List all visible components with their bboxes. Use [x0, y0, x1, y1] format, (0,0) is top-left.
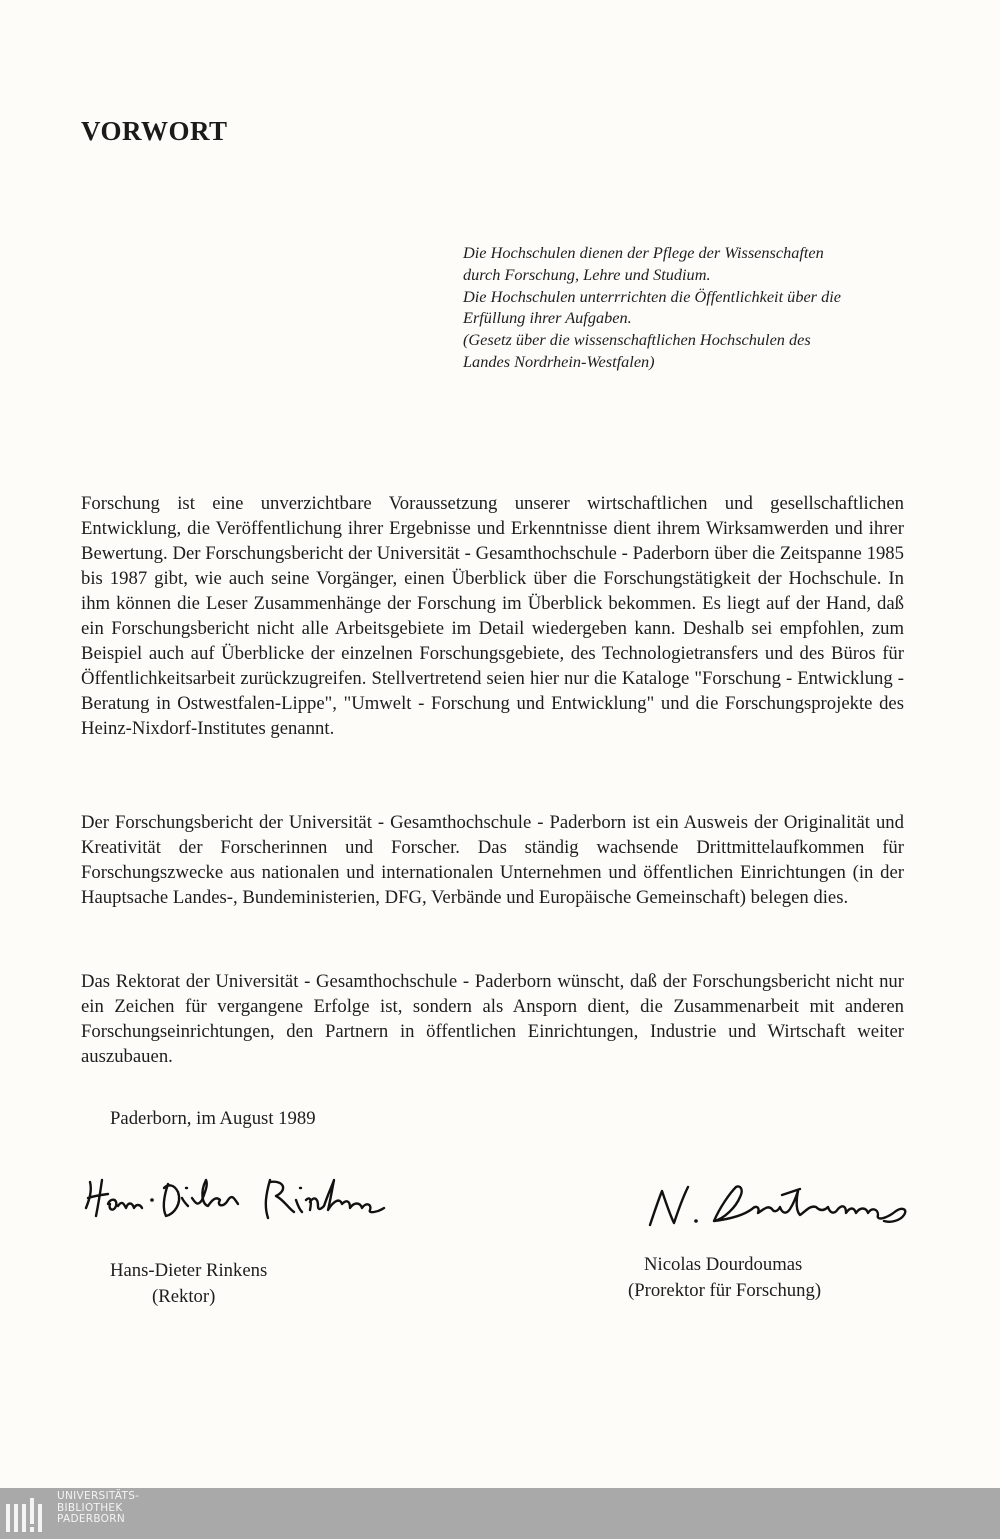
signer-name: Nicolas Dourdoumas	[644, 1254, 803, 1275]
signer-role: (Rektor)	[152, 1286, 216, 1307]
place-and-date: Paderborn, im August 1989	[110, 1108, 316, 1129]
body-paragraph-1: Forschung ist eine unverzichtbare Voraussetzung unserer wirtschaftlichen und gesellschaftlichen Entwicklung, die Veröffentlichung ihrer Ergebnisse und Erkenntnisse dient ihrem Wirksamwerden und ihrer Bewertung. Der Forschungsbericht der Universität - Gesamthochschule - Paderborn über die Zeitspanne 1985 bis 1987 gibt, wie auch seine Vorgänger, einen Überblick über die Forschungstätigkeit der Hochschule. In ihm können die Leser Zusammenhänge der Forschung im Überblick bekommen. Es liegt auf der Hand, daß ein Forschungsbericht nicht alle Arbeitsgebiete im Detail wiedergeben kann. Deshalb sei empfohlen, zum Beispiel auch auf Überblicke der einzelnen Forschungsgebiete, des Technologietransfers und des Büros für Öffentlichkeitsarbeit zurückzugreifen. Stellvertretend seien hier nur die Kataloge "Forschung - Entwicklung - Beratung in Ostwestfalen-Lippe", "Umwelt - Forschung und Entwicklung" und die Forschungsprojekte des Heinz-Nixdorf-Institutes genannt.	[81, 493, 904, 739]
signature-rinkens	[78, 1170, 408, 1240]
body-paragraph-3: Das Rektorat der Universität - Gesamthochschule - Paderborn wünscht, daß der Forschungsbericht nicht nur ein Zeichen für vergangene Erfolge ist, sondern als Ansporn dient, die Zusammenarbeit mit anderen Forschungseinrichtungen, den Partnern in öffentlichen Einrichtungen, Industrie und Wirtschaft weiter auszubauen.	[81, 971, 904, 1067]
signer-rinkens	[110, 1258, 267, 1310]
signer-dourdoumas	[628, 1252, 821, 1304]
library-name-line: PADERBORN	[57, 1513, 125, 1525]
epigraph-line: Landes Nordrhein-Westfalen)	[463, 351, 655, 371]
library-name-line: BIBLIOTHEK	[57, 1501, 123, 1514]
epigraph-line: Die Hochschulen dienen der Pflege der Wissenschaften	[463, 243, 824, 262]
epigraph-line: Erfüllung ihrer Aufgaben.	[463, 308, 632, 328]
signer-role: (Prorektor für Forschung)	[628, 1280, 822, 1301]
epigraph-line: Die Hochschulen unterrrichten die Öffentlichkeit über die	[463, 286, 841, 306]
library-logo-icon	[4, 1494, 44, 1534]
body-paragraph-2: Der Forschungsbericht der Universität - Gesamthochschule - Paderborn ist ein Ausweis der Originalität und Kreativität der Forscherinnen und Forscher. Das ständig wachsende Drittmittelaufkommen für Forschungszwecke aus nationalen und internationalen Unternehmen und öffentlichen Einrichtungen (in der Hauptsache Landes-, Bundeministerien, DFG, Verbände und Europäische Gemeinschaft) belegen dies.	[81, 812, 904, 908]
library-footer-bar	[0, 1488, 1000, 1539]
epigraph-line: (Gesetz über die wissenschaftlichen Hochschulen des	[463, 330, 811, 350]
library-name	[57, 1491, 139, 1526]
signer-name: Hans-Dieter Rinkens	[110, 1260, 268, 1281]
epigraph-quote	[463, 242, 923, 373]
epigraph-line: durch Forschung, Lehre und Studium.	[463, 264, 711, 284]
signature-dourdoumas	[640, 1175, 920, 1245]
page-title: VORWORT	[81, 116, 228, 146]
library-name-line: UNIVERSITÄTS-	[57, 1490, 140, 1502]
